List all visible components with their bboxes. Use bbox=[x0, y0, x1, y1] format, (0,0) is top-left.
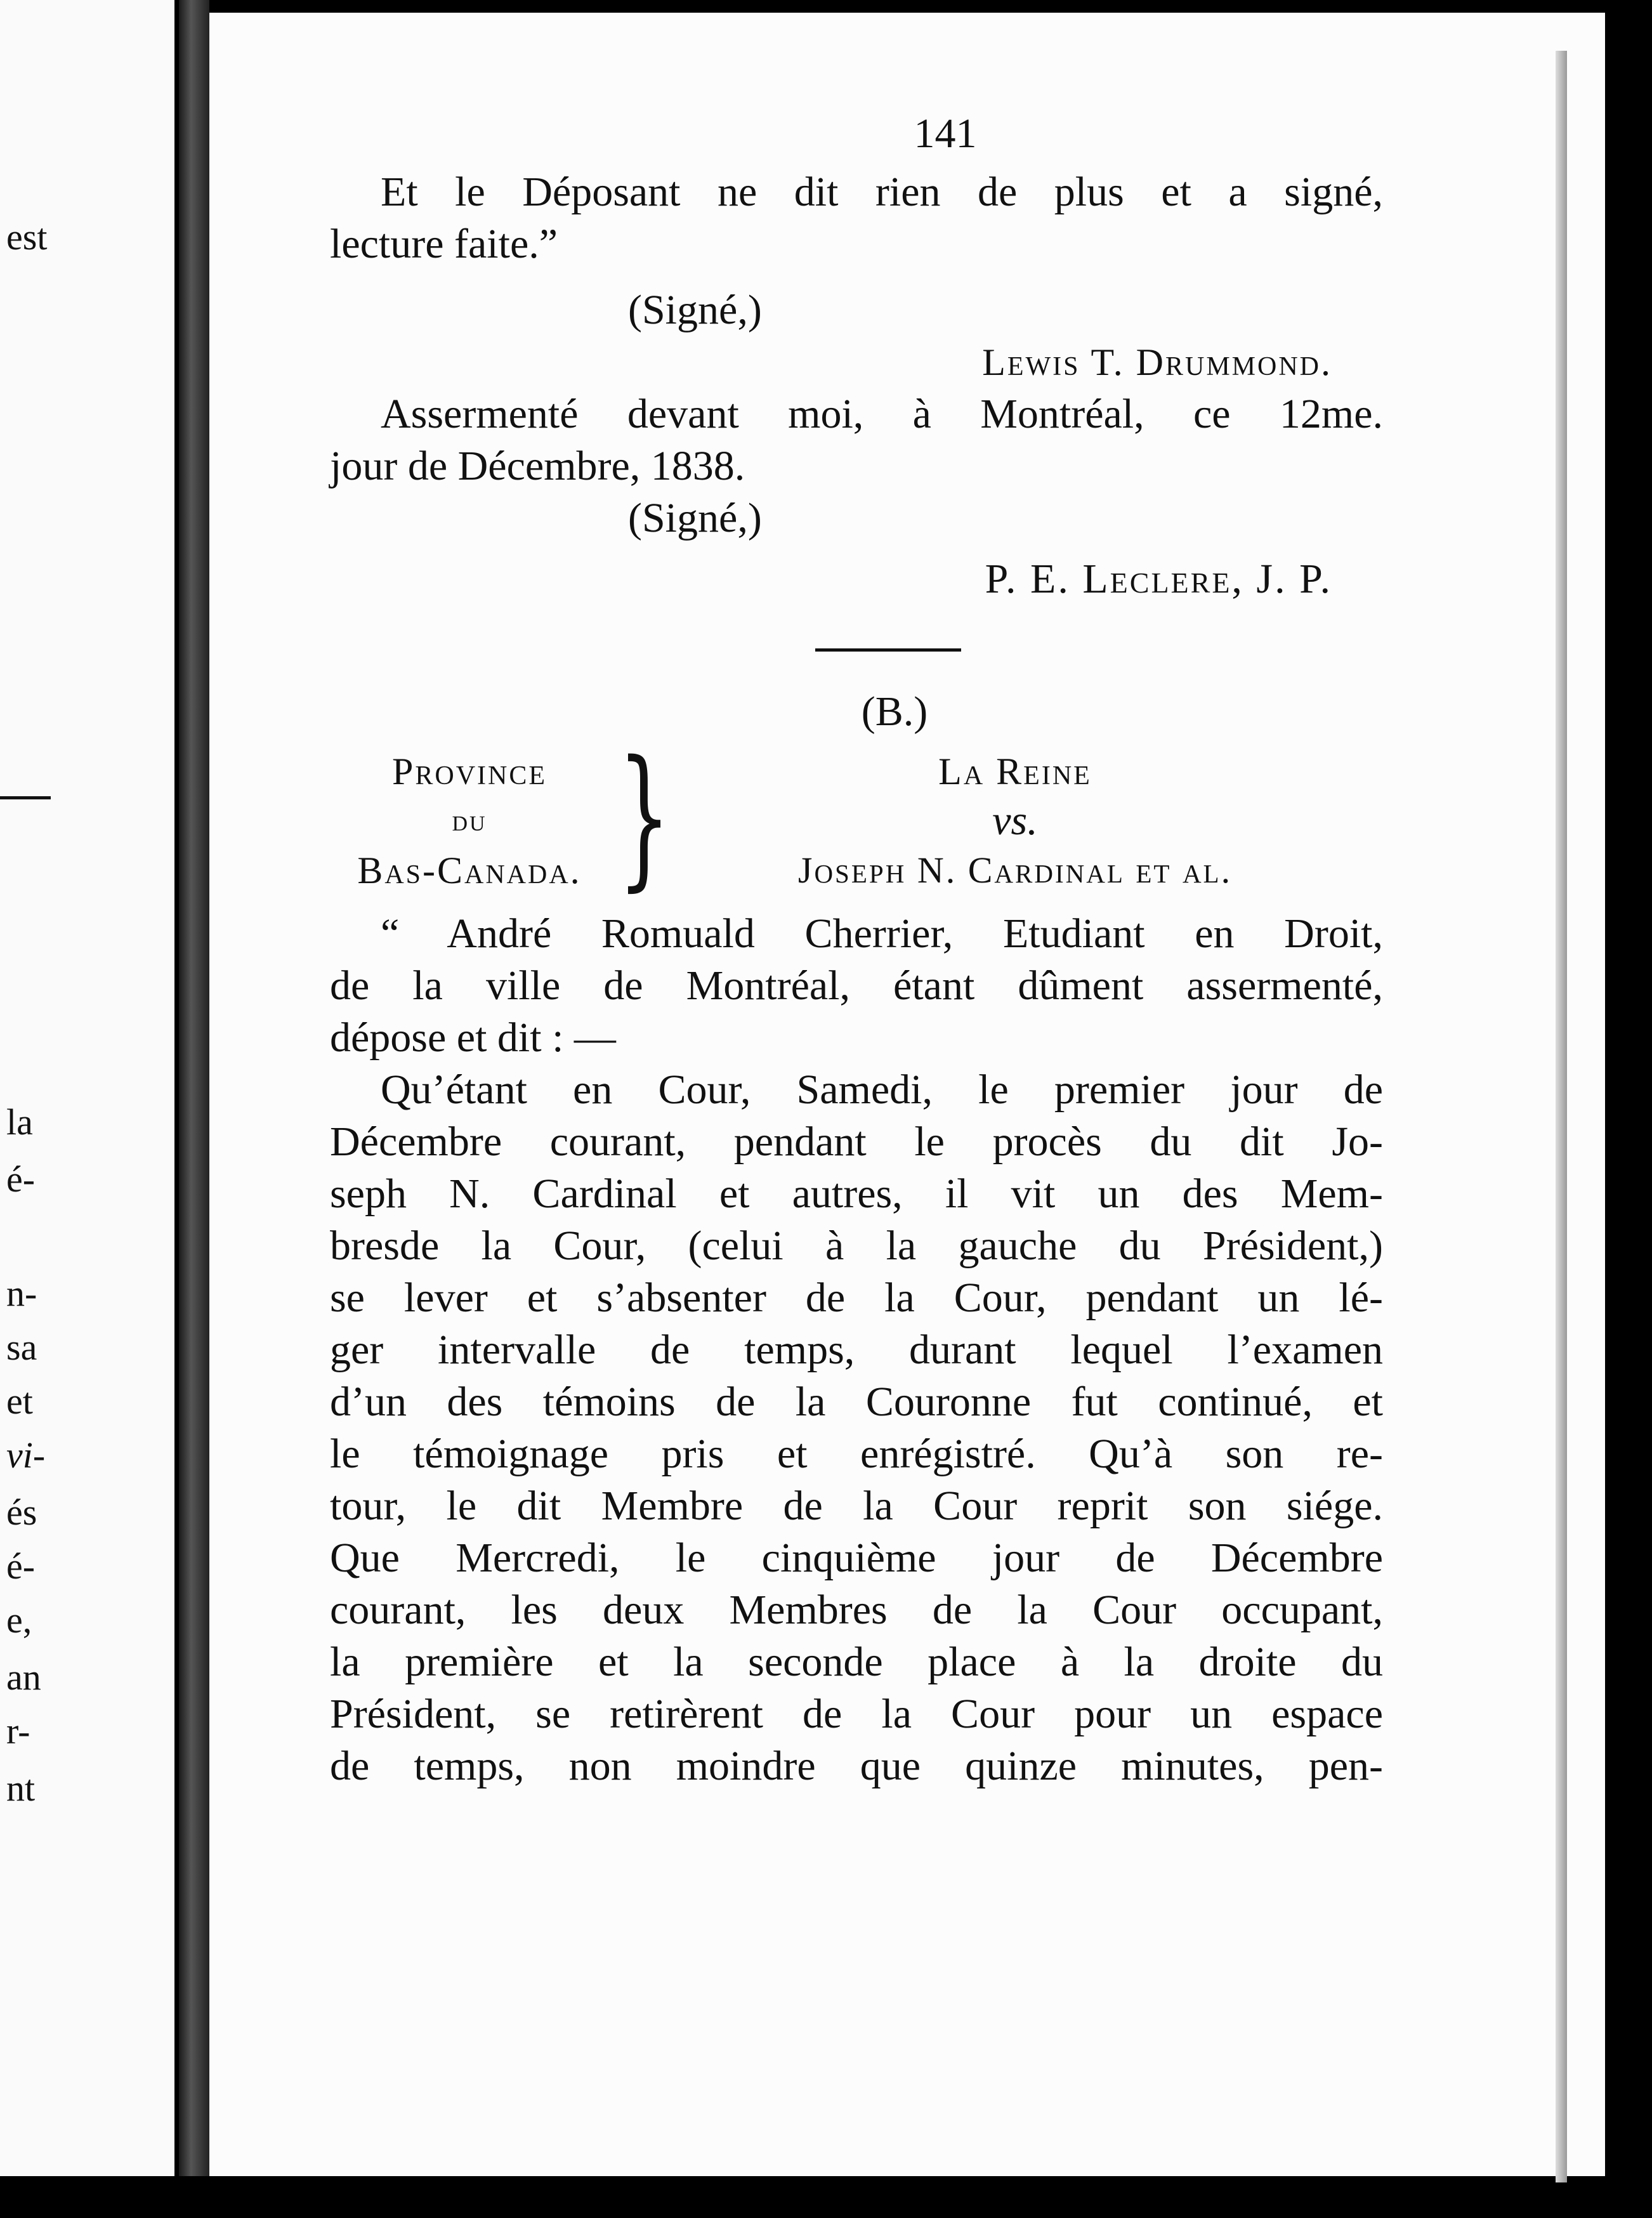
left-fragment: vi- bbox=[6, 1434, 46, 1476]
text-line: le témoignage pris et enrégistré. Qu’à son re- bbox=[330, 1431, 1383, 1477]
page-number: 141 bbox=[914, 110, 977, 157]
text-line: de temps, non moindre que quinze minutes, pen- bbox=[330, 1743, 1383, 1789]
left-fragment: an bbox=[6, 1657, 41, 1698]
caption-line: vs. bbox=[992, 797, 1038, 844]
text-line: bresde la Cour, (celui à la gauche du Président,) bbox=[330, 1223, 1383, 1269]
signature-mark: (Signé,) bbox=[628, 495, 762, 541]
left-fragment: et bbox=[6, 1381, 33, 1422]
signer-name: P. E. Leclere, J. P. bbox=[985, 556, 1332, 602]
text-line: Qu’étant en Cour, Samedi, le premier jour de bbox=[381, 1066, 1383, 1113]
book-page bbox=[209, 13, 1605, 2176]
text-line: dépose et dit : — bbox=[330, 1014, 616, 1061]
left-fragment: est bbox=[6, 216, 48, 258]
text-line: Et le Déposant ne dit rien de plus et a signé, bbox=[381, 169, 1383, 215]
case-caption bbox=[330, 728, 1383, 905]
caption-jurisdiction bbox=[330, 747, 609, 895]
left-fragment: nt bbox=[6, 1768, 36, 1809]
text-line: lecture faite.” bbox=[330, 221, 558, 267]
page-edge bbox=[1556, 51, 1567, 2182]
text-line: jour de Décembre, 1838. bbox=[330, 443, 745, 489]
deposition-end bbox=[330, 166, 1383, 270]
left-page-rule bbox=[0, 796, 51, 799]
caption-brace: } bbox=[617, 728, 671, 905]
left-fragment: sa bbox=[6, 1327, 37, 1368]
text-line: se lever et s’absenter de la Cour, pendant un lé- bbox=[330, 1275, 1383, 1321]
signature-mark: (Signé,) bbox=[628, 287, 762, 333]
left-fragment: e, bbox=[6, 1599, 32, 1641]
sworn-statement bbox=[330, 388, 1383, 492]
left-facing-page bbox=[0, 0, 174, 2176]
text-line: Décembre courant, pendant le procès du dit Jo- bbox=[330, 1119, 1383, 1165]
caption-line: Joseph N. Cardinal et al. bbox=[797, 850, 1233, 891]
caption-parties bbox=[647, 747, 1383, 895]
text-line: ger intervalle de temps, durant lequel l’examen bbox=[330, 1327, 1383, 1373]
signer-name: Lewis T. Drummond. bbox=[982, 341, 1332, 383]
text-line: d’un des témoins de la Couronne fut continué, et bbox=[330, 1379, 1383, 1425]
text-line: seph N. Cardinal et autres, il vit un des Mem- bbox=[330, 1171, 1383, 1217]
caption-line: Bas-Canada. bbox=[357, 850, 582, 891]
left-fragment: la bbox=[6, 1101, 33, 1143]
caption-line: Province bbox=[391, 751, 547, 792]
text-line: “ André Romuald Cherrier, Etudiant en Droit, bbox=[381, 910, 1383, 957]
text-line: de la ville de Montréal, étant dûment assermenté, bbox=[330, 962, 1383, 1009]
text-line: Que Mercredi, le cinquième jour de Décembre bbox=[330, 1535, 1383, 1581]
deposition-opening bbox=[330, 908, 1383, 1064]
text-line: Assermenté devant moi, à Montréal, ce 12me. bbox=[381, 391, 1383, 437]
page-text bbox=[330, 110, 1383, 1792]
left-fragment: é- bbox=[6, 1545, 36, 1587]
text-line: tour, le dit Membre de la Cour reprit son siége. bbox=[330, 1483, 1383, 1529]
left-fragment: r- bbox=[6, 1710, 30, 1752]
book-gutter bbox=[179, 0, 209, 2176]
text-line: la première et la seconde place à la droite du bbox=[330, 1639, 1383, 1685]
caption-line: du bbox=[452, 804, 487, 837]
text-line: courant, les deux Membres de la Cour occupant, bbox=[330, 1587, 1383, 1633]
left-fragment: n- bbox=[6, 1273, 37, 1314]
caption-line: La Reine bbox=[938, 751, 1092, 792]
deposition-body bbox=[330, 1064, 1383, 1792]
section-divider bbox=[815, 648, 961, 652]
text-line: Président, se retirèrent de la Cour pour un espace bbox=[330, 1691, 1383, 1737]
left-fragment: é- bbox=[6, 1158, 36, 1200]
section-label: (B.) bbox=[861, 688, 928, 735]
left-fragment: és bbox=[6, 1492, 37, 1533]
